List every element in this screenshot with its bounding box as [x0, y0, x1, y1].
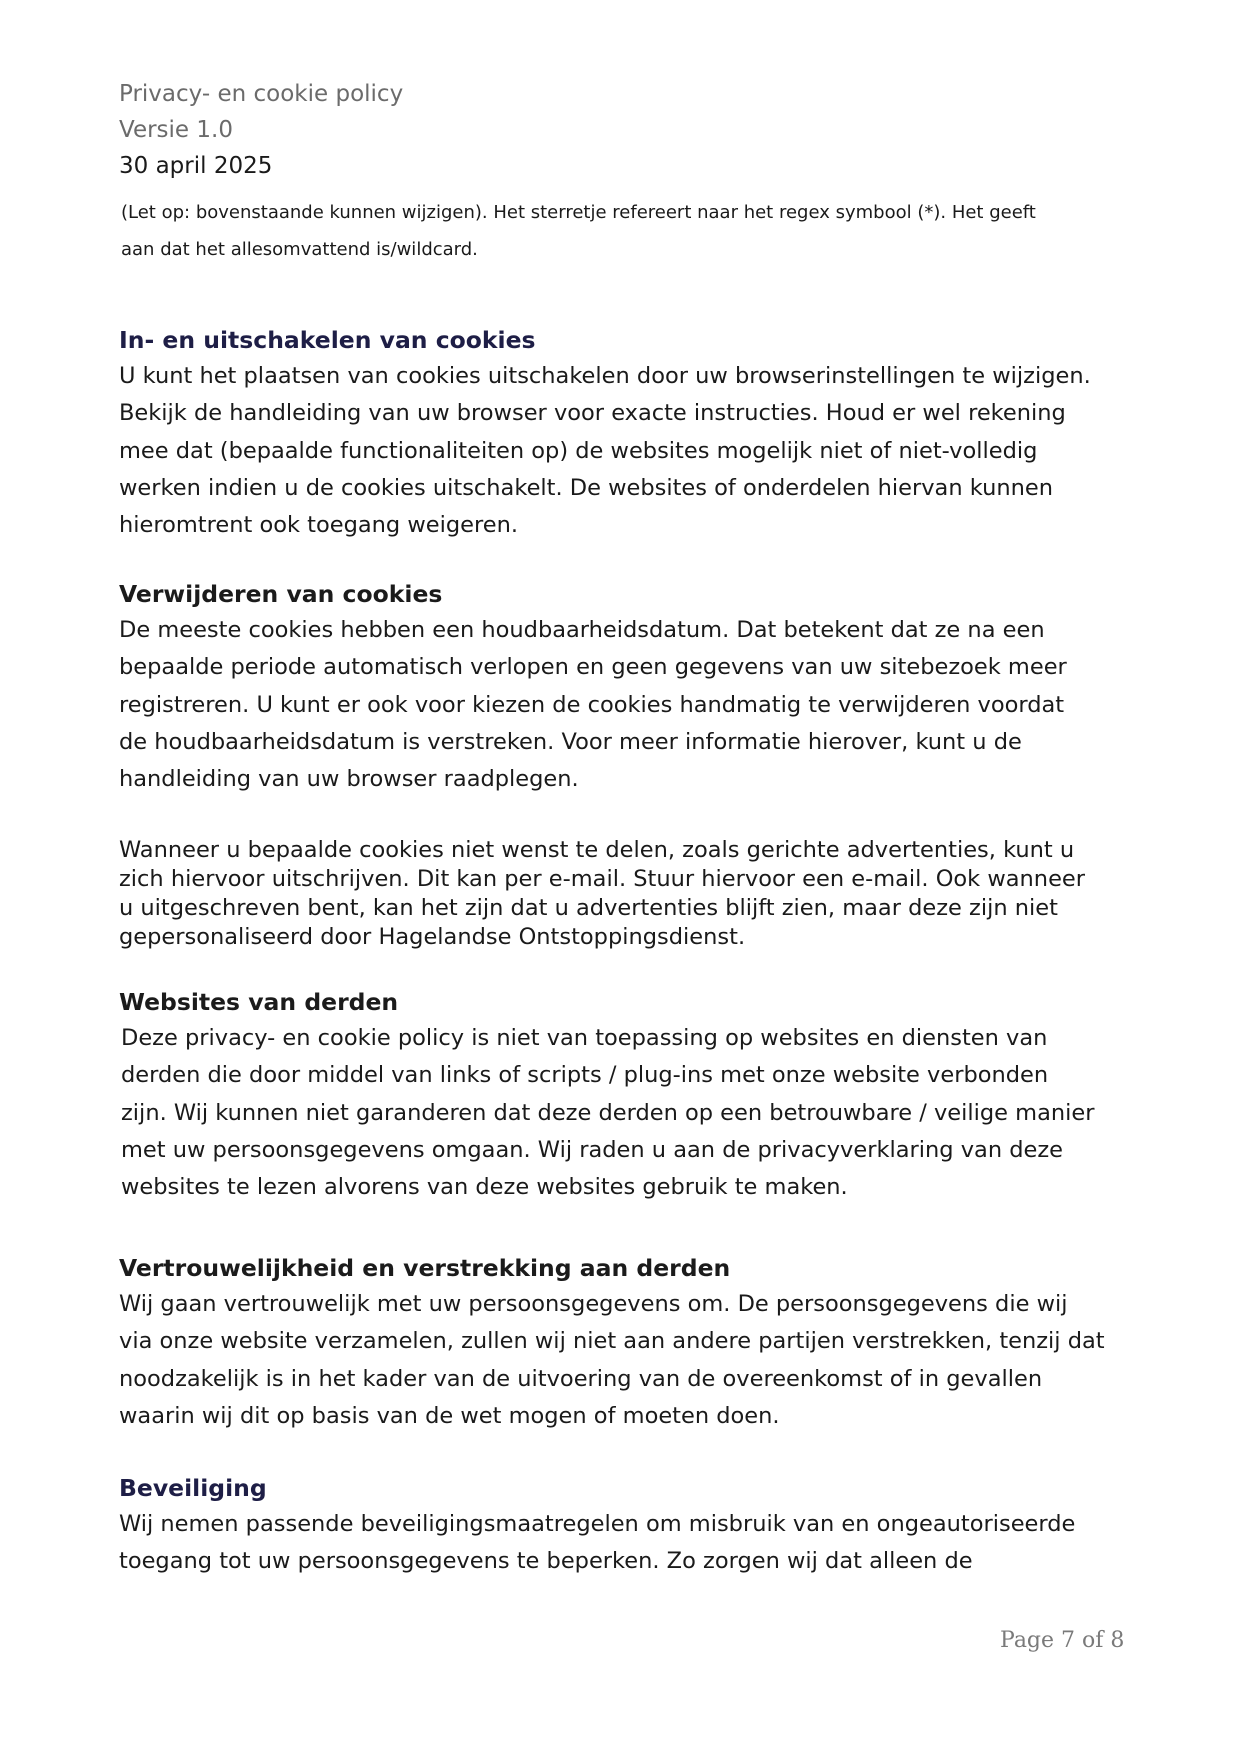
body-line: hieromtrent ook toegang weigeren.: [119, 512, 518, 539]
body-line: via onze website verzamelen, zullen wij niet aan andere partijen verstrekken, tenzij dat: [119, 1328, 1105, 1355]
body-line: zijn. Wij kunnen niet garanderen dat deze derden op een betrouwbare / veilige manier: [121, 1099, 1095, 1126]
document-version: Versie 1.0: [119, 117, 233, 143]
section-heading: Verwijderen van cookies: [119, 580, 443, 608]
section-heading: Beveiliging: [119, 1474, 267, 1502]
page-number: Page 7 of 8: [1000, 1628, 1125, 1653]
section-body: [119, 358, 1129, 544]
body-line: met uw persoonsgegevens omgaan. Wij raden u aan de privacyverklaring van deze: [121, 1136, 1064, 1163]
body-line: Deze privacy- en cookie policy is niet van toepassing op websites en diensten van: [121, 1025, 1048, 1051]
body-line: registreren. U kunt er ook voor kiezen de cookies handmatig te verwijderen voordat: [119, 691, 1065, 718]
section-confidentiality: [119, 1250, 1129, 1435]
body-line: De meeste cookies hebben een houdbaarheidsdatum. Dat betekent dat ze na een: [119, 617, 1045, 643]
body-line: websites te lezen alvorens van deze websites gebruik te maken.: [121, 1174, 848, 1201]
section-heading: Websites van derden: [119, 988, 399, 1016]
body-line: de houdbaarheidsdatum is verstreken. Voor meer informatie hierover, kunt u de: [119, 728, 1022, 755]
section-unsubscribe: [119, 836, 1129, 952]
body-line: derden die door middel van links of scripts / plug-ins met onze website verbonden: [121, 1062, 1049, 1089]
document-title: Privacy- en cookie policy: [119, 81, 404, 107]
section-toggle-cookies: [119, 322, 1129, 544]
body-line: gepersonaliseerd door Hagelandse Ontstoppingsdienst.: [119, 924, 746, 950]
body-line: noodzakelijk is in het kader van de uitvoering van de overeenkomst of in gevallen: [119, 1365, 1043, 1392]
body-line: bepaalde periode automatisch verlopen en geen gegevens van uw sitebezoek meer: [119, 654, 1067, 681]
body-line: Wij nemen passende beveiligingsmaatregelen om misbruik van en ongeautoriseerde: [119, 1511, 1076, 1537]
body-line: werken indien u de cookies uitschakelt. De websites of onderdelen hiervan kunnen: [119, 474, 1053, 501]
document-header: [119, 76, 1119, 184]
document-date: 30 april 2025: [119, 153, 273, 179]
body-line: Wij gaan vertrouwelijk met uw persoonsgegevens om. De persoonsgegevens die wij: [119, 1291, 1068, 1317]
body-line: toegang tot uw persoonsgegevens te beperken. Zo zorgen wij dat alleen de: [119, 1548, 973, 1575]
section-body: [119, 1286, 1129, 1435]
body-line: handleiding van uw browser raadplegen.: [119, 766, 579, 793]
body-line: Bekijk de handleiding van uw browser voor exacte instructies. Houd er wel rekening: [119, 400, 1066, 427]
section-heading: In- en uitschakelen van cookies: [119, 326, 536, 354]
section-third-party-websites: [119, 984, 1129, 1206]
section-body: [119, 1020, 1129, 1206]
body-line: waarin wij dit op basis van de wet mogen of moeten doen.: [119, 1402, 780, 1429]
note-line: aan dat het allesomvattend is/wildcard.: [121, 239, 478, 260]
body-line: U kunt het plaatsen van cookies uitschakelen door uw browserinstellingen te wijzigen.: [119, 363, 1091, 389]
section-body: [119, 1506, 1129, 1581]
section-body: [119, 836, 1129, 952]
body-line: u uitgeschreven bent, kan het zijn dat u advertenties blijft zien, maar deze zijn niet: [119, 895, 1058, 921]
section-delete-cookies: [119, 576, 1129, 798]
section-body: [119, 612, 1129, 798]
note-line: (Let op: bovenstaande kunnen wijzigen). Het sterretje refereert naar het regex symbool (*). Het geeft: [121, 202, 1036, 223]
section-security: [119, 1470, 1129, 1581]
regex-note: [121, 194, 1121, 268]
body-line: zich hiervoor uitschrijven. Dit kan per e-mail. Stuur hiervoor een e-mail. Ook wanneer: [119, 866, 1086, 892]
body-line: mee dat (bepaalde functionaliteiten op) de websites mogelijk niet of niet-volledig: [119, 437, 1038, 464]
section-heading: Vertrouwelijkheid en verstrekking aan derden: [119, 1254, 731, 1282]
body-line: Wanneer u bepaalde cookies niet wenst te delen, zoals gerichte advertenties, kunt u: [119, 837, 1075, 863]
